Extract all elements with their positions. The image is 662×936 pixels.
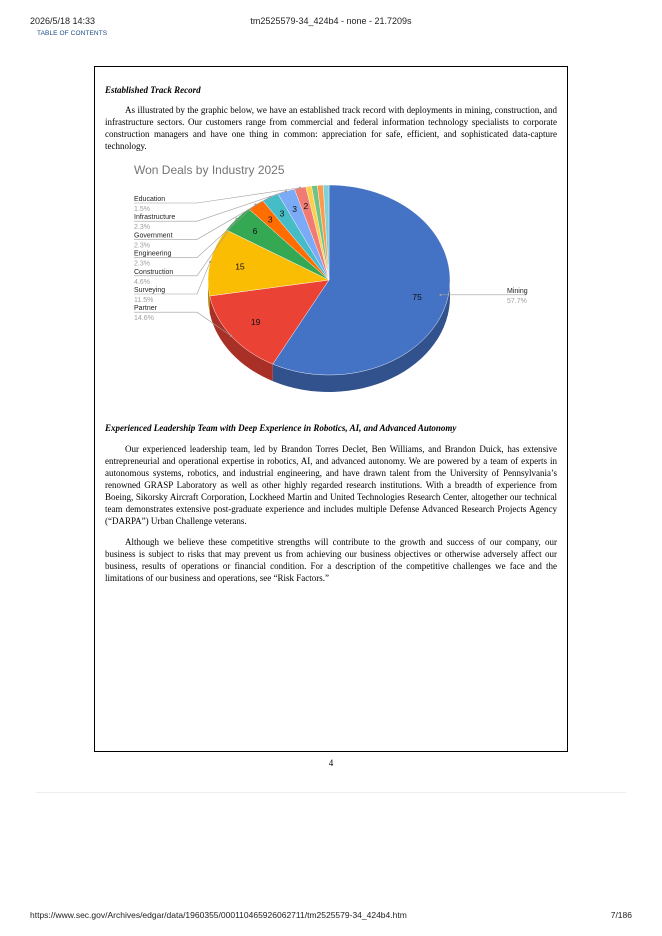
- leader-dot: [439, 294, 441, 296]
- page-number: 4: [328, 758, 334, 768]
- print-doc-title: tm2525579-34_424b4 - none - 21.7209s: [250, 16, 412, 26]
- leader-dot: [285, 190, 287, 192]
- leader-dot: [209, 261, 211, 263]
- leader-dot: [235, 218, 237, 220]
- slice-category-label: Engineering: [134, 250, 172, 258]
- slice-category-label: Partner: [134, 305, 157, 313]
- slice-category-label: Government: [134, 232, 173, 240]
- leader-dot: [269, 196, 271, 198]
- print-page-count: 7/186: [610, 910, 632, 920]
- slice-value-label: 3: [292, 203, 298, 214]
- print-url: https://www.sec.gov/Archives/edgar/data/1960355/000110465926062711/tm2525579-34_424b4.htm: [30, 910, 407, 920]
- won-deals-chart: [119, 154, 529, 404]
- table-of-contents-link[interactable]: TABLE OF CONTENTS: [37, 30, 108, 37]
- track-record-paragraph: As illustrated by the graphic below, we have an established track record with deployments in mining, construction, and infrastructure sectors. Our customers range from commercial and federal information technology specialists to corporate construction managers and have one thing in common: appreciation for safe, efficient, and sophisticated data-capture technology.: [105, 105, 557, 151]
- slice-percent-label: 14.6%: [134, 315, 154, 323]
- leader-dot: [299, 187, 301, 189]
- slice-value-label: 2: [303, 201, 309, 212]
- risk-paragraph: Although we believe these competitive strengths will contribute to the growth and success of our company, our business is subject to risks that may prevent us from achieving our business objectives or otherwise adversely affect our business, results of operations or financial condition. For a description of the competitive challenges we face and the limitations of our business and operations, see “Risk Factors.”: [105, 537, 557, 583]
- slice-value-label: 75: [412, 292, 422, 303]
- slice-category-label: Surveying: [134, 287, 166, 294]
- slice-percent-label: 4.6%: [134, 278, 150, 286]
- chart-title: Won Deals by Industry 2025: [134, 163, 285, 177]
- print-datetime: 2026/5/18 14:33: [30, 16, 96, 26]
- slice-category-label: Construction: [134, 268, 174, 276]
- slice-value-label: 6: [252, 225, 258, 236]
- section-heading-track-record: Established Track Record: [105, 85, 201, 95]
- slice-value-label: 19: [250, 316, 261, 327]
- slice-percent-label: 2.3%: [134, 224, 150, 232]
- pie-chart-svg: [119, 154, 529, 404]
- slice-value-label: 3: [267, 214, 273, 225]
- slice-category-label: Education: [134, 196, 166, 203]
- slice-value-label: 3: [279, 208, 285, 219]
- slice-category-label: Infrastructure: [134, 214, 176, 222]
- slice-percent-label: 2.3%: [134, 260, 150, 268]
- slice-percent-label: 1.5%: [134, 206, 150, 213]
- section-heading-leadership: Experienced Leadership Team with Deep Experience in Robotics, AI, and Advanced Autonomy: [105, 423, 457, 433]
- leadership-paragraph: Our experienced leadership team, led by Brandon Torres Declet, Ben Williams, and Brandon Duick, has extensive entrepreneurial and operational expertise in robotics, AI, and advanced autonomy. We are powered by a team of experts in autonomous systems, robotics, and industrial engineering, and have drawn talent from the University of Pennsylvania’s renowned GRASP Laboratory as well as other highly regarded research institutions. With a breadth of experience from Boeing, Sikorsky Aircraft Corporation, Lockheed Martin and United Technologies Research Center, altogether our technical team demonstrates extensive post-graduate experience and includes multiple Defense Advanced Research Projects Agency (“DARPA”) Urban Challenge veterans.: [105, 444, 557, 526]
- slice-category-label: Mining: [507, 287, 528, 295]
- leader-dot: [254, 203, 256, 205]
- leader-dot: [230, 335, 232, 337]
- slice-percent-label: 2.3%: [134, 242, 150, 250]
- slice-percent-label: 11.5%: [134, 297, 154, 304]
- slice-percent-label: 57.7%: [507, 297, 527, 305]
- page-separator: [36, 792, 626, 793]
- slice-value-label: 15: [235, 261, 245, 272]
